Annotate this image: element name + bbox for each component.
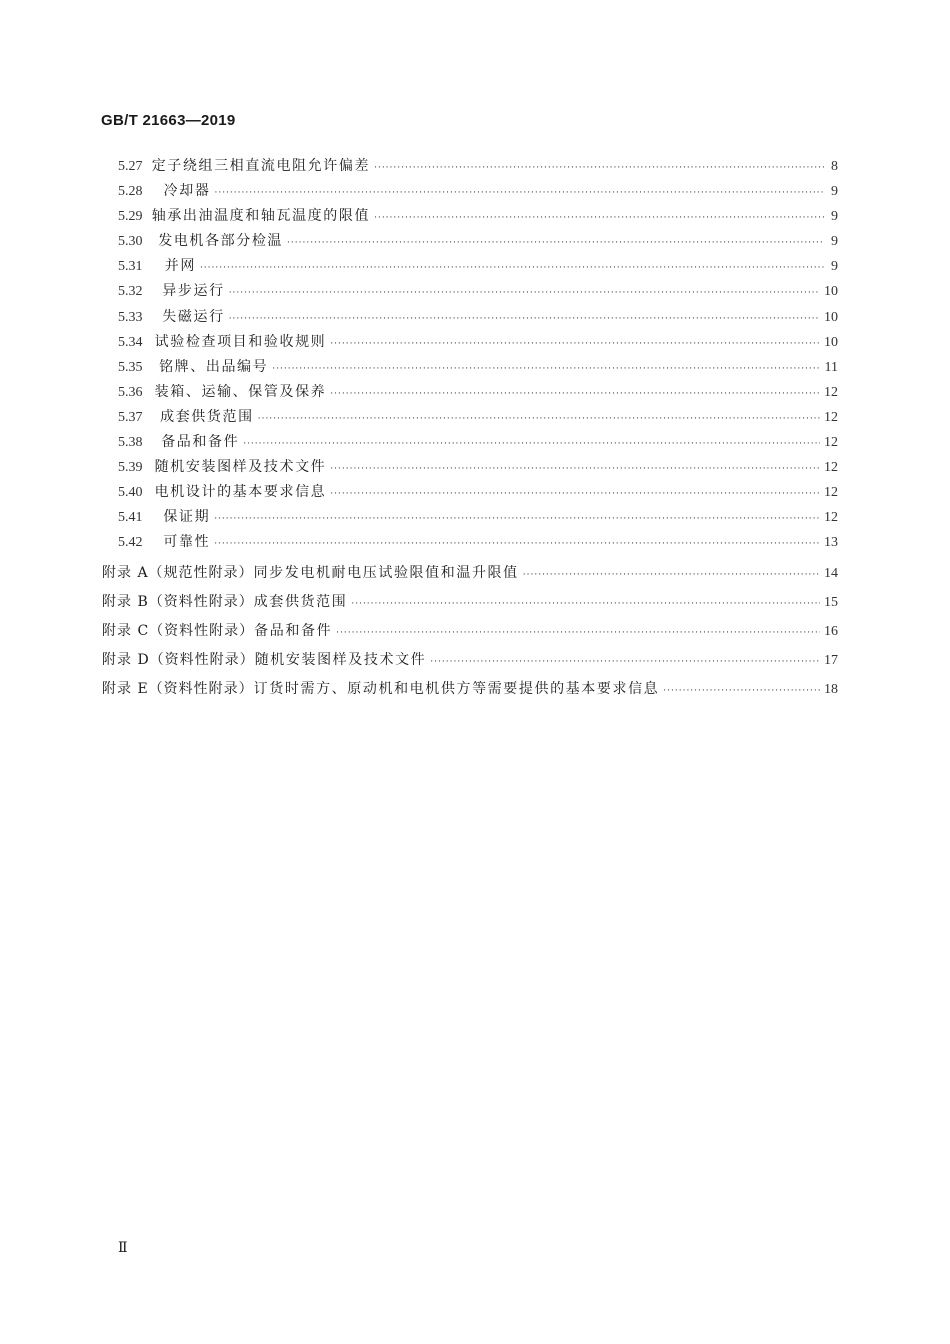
toc-entry-5-27[interactable] xyxy=(0,154,838,179)
toc-leader-dots xyxy=(200,256,824,281)
toc-leader-dots xyxy=(214,181,824,206)
toc-entry-page: 9 xyxy=(831,184,838,200)
toc-annex-title: 订货时需方、原动机和电机供方等需要提供的基本要求信息 xyxy=(253,681,660,698)
toc-leader-dots xyxy=(229,281,820,306)
toc-leader-dots xyxy=(330,482,820,507)
toc-entry-5-36[interactable] xyxy=(0,380,838,405)
toc-entry-title: 电机设计的基本要求信息 xyxy=(154,484,327,501)
toc-leader-dots xyxy=(214,532,820,557)
toc-entry-title: 轴承出油温度和轴瓦温度的限值 xyxy=(151,208,371,225)
toc-annex-d[interactable] xyxy=(0,646,838,675)
toc-entry-number: 5.29 xyxy=(118,209,143,225)
toc-entry-page: 11 xyxy=(824,359,838,375)
toc-entry-5-40[interactable] xyxy=(0,480,838,505)
toc-entry-5-34[interactable] xyxy=(0,330,838,355)
toc-entry-title: 随机安装图样及技术文件 xyxy=(154,459,327,476)
page-number: Ⅱ xyxy=(118,1241,128,1256)
toc-entry-title: 定子绕组三相直流电阻允许偏差 xyxy=(151,158,371,174)
toc-entry-number: 5.40 xyxy=(118,485,143,501)
toc-annex-page: 15 xyxy=(824,594,838,610)
toc-entry-number: 5.35 xyxy=(118,359,143,375)
toc-annex-label: 附录 B（资料性附录） xyxy=(102,593,254,610)
toc-leader-dots xyxy=(523,561,820,590)
toc-annex-page: 18 xyxy=(824,682,838,698)
toc-leader-dots xyxy=(287,231,824,256)
toc-leader-dots xyxy=(229,307,820,332)
toc-leader-dots xyxy=(330,382,820,407)
toc-entry-5-33[interactable] xyxy=(0,305,838,330)
toc-entry-page: 12 xyxy=(824,460,838,476)
toc-entry-number: 5.41 xyxy=(118,510,143,526)
toc-entry-page: 12 xyxy=(824,510,838,526)
table-of-contents xyxy=(0,154,950,704)
toc-entry-page: 12 xyxy=(824,485,838,501)
toc-annex-page: 17 xyxy=(824,653,838,669)
toc-entry-5-28[interactable] xyxy=(0,179,838,204)
toc-entry-title: 冷却器 xyxy=(163,183,211,200)
toc-entry-page: 13 xyxy=(824,535,838,551)
toc-entry-title: 保证期 xyxy=(163,509,211,526)
toc-annex-a[interactable] xyxy=(0,559,838,588)
toc-leader-dots xyxy=(430,648,820,677)
toc-entry-title: 并网 xyxy=(164,258,196,275)
toc-entry-number: 5.32 xyxy=(118,284,143,300)
toc-entry-page: 9 xyxy=(831,234,838,250)
toc-leader-dots xyxy=(243,432,820,457)
toc-entry-number: 5.36 xyxy=(118,384,143,400)
toc-leader-dots xyxy=(374,156,824,181)
toc-entry-page: 12 xyxy=(824,435,838,451)
toc-entry-page: 9 xyxy=(831,259,838,275)
toc-entry-number: 5.31 xyxy=(118,259,143,275)
standard-code-header: GB/T 21663—2019 xyxy=(101,112,236,129)
toc-annex-b[interactable] xyxy=(0,588,838,617)
toc-entry-5-42[interactable] xyxy=(0,530,838,555)
toc-sections xyxy=(0,154,950,556)
toc-entry-number: 5.27 xyxy=(118,159,143,174)
toc-entry-number: 5.34 xyxy=(118,334,143,350)
toc-leader-dots xyxy=(663,677,820,706)
toc-annex-title: 备品和备件 xyxy=(254,622,333,639)
toc-entry-title: 铭牌、出品编号 xyxy=(159,358,269,375)
toc-entry-page: 10 xyxy=(824,309,838,325)
toc-annex-label: 附录 D（资料性附录） xyxy=(102,652,255,669)
toc-entry-5-39[interactable] xyxy=(0,455,838,480)
toc-entry-number: 5.42 xyxy=(118,535,143,551)
toc-entry-title: 成套供货范围 xyxy=(160,408,254,425)
toc-entry-title: 异步运行 xyxy=(162,283,225,300)
toc-leader-dots xyxy=(258,407,820,432)
toc-annex-e[interactable] xyxy=(0,675,838,704)
toc-entry-5-41[interactable] xyxy=(0,505,838,530)
toc-entry-5-35[interactable] xyxy=(0,355,838,380)
toc-annex-page: 14 xyxy=(824,565,838,581)
toc-entry-page: 12 xyxy=(824,409,838,425)
toc-annex-label: 附录 A（规范性附录） xyxy=(102,564,254,581)
toc-entry-title: 可靠性 xyxy=(163,534,211,551)
toc-leader-dots xyxy=(336,619,820,648)
toc-entry-number: 5.33 xyxy=(118,309,143,325)
toc-entry-page: 8 xyxy=(831,159,838,174)
toc-annex-title: 同步发电机耐电压试验限值和温升限值 xyxy=(253,564,519,581)
toc-leader-dots xyxy=(351,590,820,619)
toc-entry-title: 备品和备件 xyxy=(161,434,240,451)
toc-leader-dots xyxy=(374,206,824,231)
toc-entry-5-37[interactable] xyxy=(0,405,838,430)
toc-entry-number: 5.39 xyxy=(118,460,143,476)
toc-annex-label: 附录 E（资料性附录） xyxy=(102,681,254,698)
toc-annex-title: 成套供货范围 xyxy=(253,593,348,610)
toc-leader-dots xyxy=(330,332,820,357)
toc-entry-number: 5.38 xyxy=(118,435,143,451)
toc-entry-number: 5.37 xyxy=(118,409,143,425)
toc-entry-number: 5.30 xyxy=(118,234,143,250)
toc-leader-dots xyxy=(214,507,820,532)
toc-entry-5-31[interactable] xyxy=(0,254,838,279)
toc-entry-page: 10 xyxy=(824,334,838,350)
toc-entry-title: 发电机各部分检温 xyxy=(158,233,284,250)
toc-annexes xyxy=(0,559,950,705)
toc-entry-page: 12 xyxy=(824,384,838,400)
toc-annex-c[interactable] xyxy=(0,617,838,646)
toc-annex-title: 随机安装图样及技术文件 xyxy=(254,652,427,669)
toc-annex-label: 附录 C（资料性附录） xyxy=(102,622,255,639)
toc-leader-dots xyxy=(330,457,820,482)
toc-entry-title: 失磁运行 xyxy=(162,308,225,325)
toc-entry-title: 装箱、运输、保管及保养 xyxy=(154,383,327,400)
toc-entry-page: 10 xyxy=(824,284,838,300)
toc-entry-page: 9 xyxy=(831,209,838,225)
toc-annex-page: 16 xyxy=(824,623,838,639)
toc-entry-5-30[interactable] xyxy=(0,229,838,254)
toc-entry-title: 试验检查项目和验收规则 xyxy=(154,333,327,350)
toc-leader-dots xyxy=(272,357,820,382)
toc-entry-5-29[interactable] xyxy=(0,204,838,229)
toc-entry-5-32[interactable] xyxy=(0,279,838,304)
toc-entry-5-38[interactable] xyxy=(0,430,838,455)
toc-entry-number: 5.28 xyxy=(118,184,143,200)
